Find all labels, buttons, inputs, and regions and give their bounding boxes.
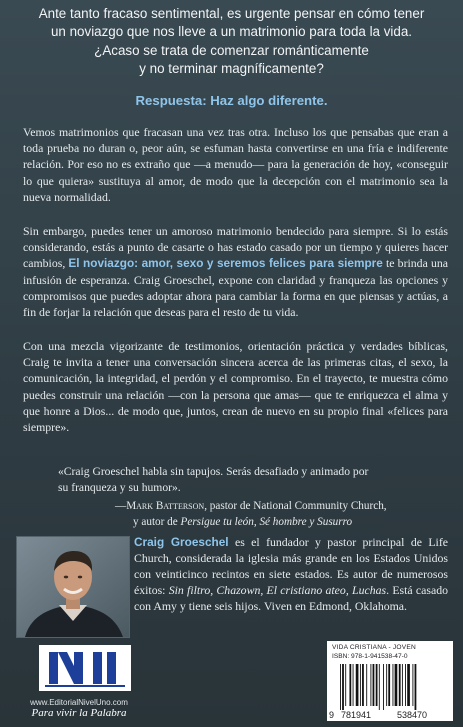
quote-line: su franqueza y su humor». (58, 480, 181, 494)
endorser-books: Persigue tu león, Sé hombre y Susurro (180, 515, 353, 528)
book-category: VIDA CRISTIANA - JOVEN (332, 644, 416, 651)
bio-text: . Está casado con Amy y tiene seis hijos. Viven en Edmond, Oklahoma. (134, 583, 448, 613)
attribution-dash: — (115, 500, 127, 512)
endorser-role: , pastor de National Community Church, (204, 500, 387, 512)
barcode-digits-left: 781941 (341, 710, 372, 720)
bio-author-name: Craig Groeschel (134, 535, 229, 549)
endorsement-attribution (115, 499, 455, 530)
publisher-logo-mark (37, 644, 133, 692)
book-title-highlight: El noviazgo: amor, sexo y seremos felices para siempre (68, 256, 383, 271)
isbn-number: ISBN: 978-1-941538-47-0 (332, 653, 408, 660)
author-photo (16, 536, 130, 638)
endorser-name: Mark Batterson (126, 500, 205, 512)
quote-line: «Craig Groeschel habla sin tapujos. Serás desafiado y animado por (58, 465, 369, 478)
bio-book-titles: Sin filtro, Chazown, El cristiano ateo, Luchas (168, 583, 387, 597)
intro-line: un noviazgo que nos lleve a un matrimonio para toda la vida. (50, 24, 413, 40)
paragraph-text: te brinda una infusión de esperanza. Craig Groeschel, expone con claridad y franqueza las opciones y compromisos que puedes adoptar ahora para cambiar la forma en que piensas y actúas, a fin de forjar la relación que deseas para el resto de tu vida. (23, 256, 448, 320)
author-portrait-image (17, 537, 129, 637)
attribution-line (115, 515, 455, 531)
isbn-barcode-block (327, 641, 453, 721)
intro-line: ¿Acaso se trata de comenzar románticamente (94, 42, 369, 58)
publisher-url: www.EditorialNivelUno.com (30, 698, 128, 707)
publisher-logo (14, 644, 144, 724)
barcode-image (332, 664, 448, 710)
bio-text: es el fundador y pastor principal de Life Church, considerada la iglesia más grande en los Estados Unidos con veinticinco recintos en siete estados. Es autor de numerosos éxitos: (134, 535, 448, 597)
endorser-lead: y autor de (133, 515, 181, 528)
body-paragraph-1: Vemos matrimonios que fracasan una vez tras otra. Incluso los que pensabas que eran a toda prueba no duran o, peor aún, se esfuman hasta convertirse en una fría e indiferente relación. Por eso no es extraño que —a menudo— para la generación de hoy, «conseguir lo que quiera» sustituya al amor, de modo que la decepción con el matrimonio sea la nueva normalidad. (23, 125, 448, 204)
attribution-line (115, 499, 455, 515)
paragraph-text: Sin embargo, puedes tener un amoroso matrimonio bendecido para siempre. Si lo estás considerando, estás a punto de casarte o has estado casado por un tiempo y quieres hacer cambios, (23, 224, 448, 271)
barcode-lead-digit: 9 (329, 710, 335, 720)
endorsement-quote (58, 464, 448, 496)
body-paragraph-3: Con una mezcla vigorizante de testimonios, orientación práctica y verdades bíblicas, Craig te invita a tener una conversación sincera acerca de las primeras citas, el sexo, la comunicación, la integridad, el perdón y el compromiso. En el trayecto, te muestra cómo puedes construir una relación —con la persona que amas— que te enriquezca el alma y que honre a Dios... de modo que, juntos, crean de nuevo en su propio final «felices para siempre». (23, 339, 448, 435)
intro-line: y no terminar magníficamente? (139, 61, 324, 77)
intro-blurb (10, 5, 453, 79)
intro-line: Ante tanto fracaso sentimental, es urgente pensar en cómo tener (38, 6, 425, 21)
answer-heading: Respuesta: Haz algo diferente. (135, 93, 328, 108)
body-paragraph-2 (23, 223, 448, 320)
author-bio (134, 534, 448, 614)
barcode-digits-right: 538470 (397, 710, 428, 720)
publisher-tagline: Para vivir la Palabra (31, 707, 127, 719)
